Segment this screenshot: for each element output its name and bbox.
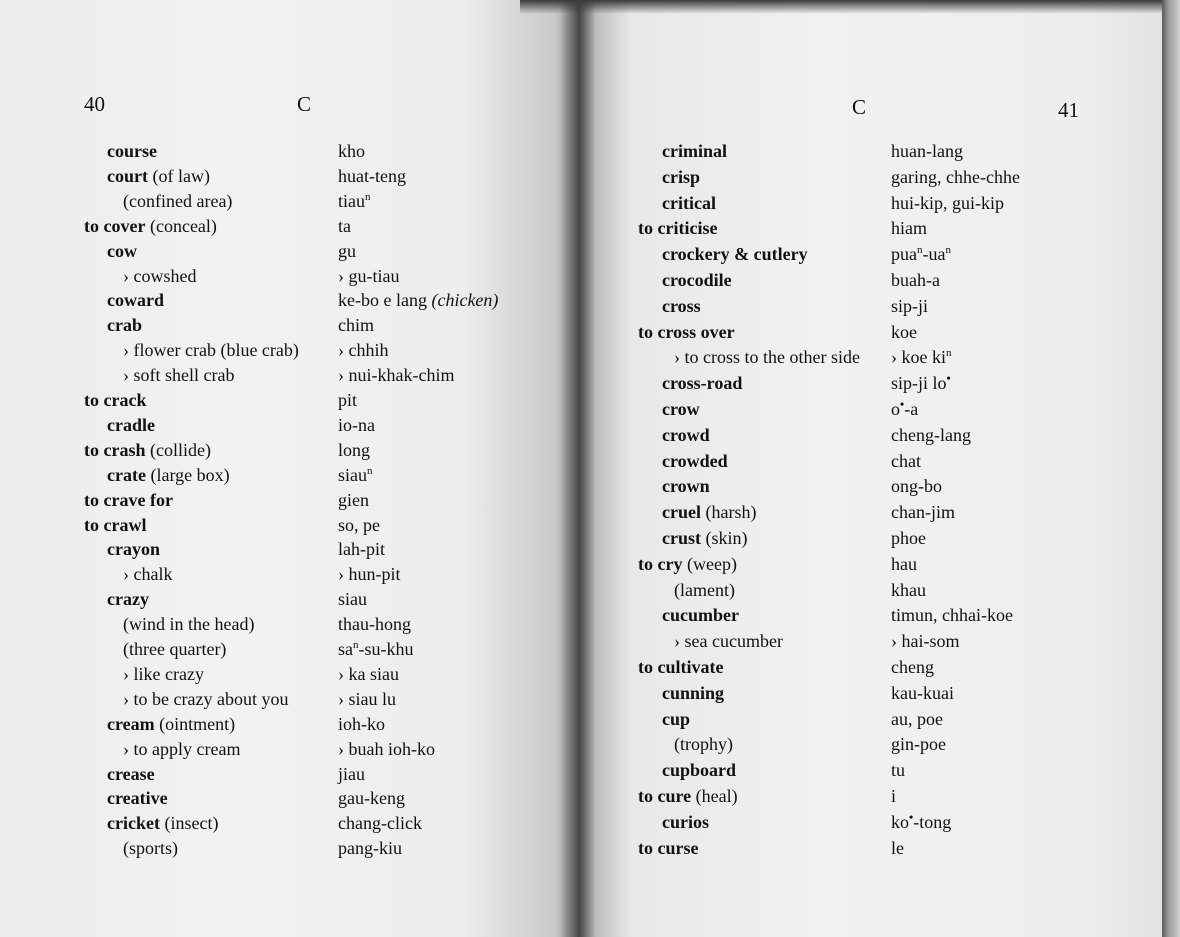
translation-text: › hai-som (891, 631, 960, 652)
translation-text: huan-lang (891, 141, 963, 161)
translation-text: jiau (338, 763, 365, 784)
entry-translation (891, 219, 927, 237)
entry-translation (891, 632, 959, 650)
entry-term (662, 761, 736, 779)
entry-headword: criticise (657, 218, 718, 239)
entry-translation (338, 391, 357, 409)
entry-term (84, 391, 146, 409)
translation-text: -su-khu (358, 639, 414, 659)
entry-translation (338, 316, 374, 334)
entry-gloss: (three quarter) (123, 639, 227, 659)
entry-term (123, 267, 196, 285)
entry-headword: cure (657, 786, 692, 806)
entry-translation (891, 787, 896, 805)
entry-translation (891, 271, 940, 289)
translation-text: hui-kip, gui-kip (891, 192, 1004, 213)
page-edge (1162, 0, 1180, 937)
dot-superscript: • (909, 809, 914, 824)
translation-text: au, poe (891, 708, 943, 729)
entry-term (123, 192, 232, 210)
entry-gloss: (weep) (682, 553, 737, 574)
entry-translation (338, 217, 351, 235)
entry-headword: crockery & cutlery (662, 244, 808, 265)
entry-translation (338, 565, 401, 583)
entry-gloss: (ointment) (154, 713, 236, 734)
entry-gloss: (insect) (159, 813, 219, 834)
translation-text: › gu-tiau (338, 265, 400, 286)
entry-headword: crisp (662, 166, 700, 187)
entry-gloss: (trophy) (674, 734, 733, 755)
entry-term (638, 219, 717, 237)
entry-term (674, 735, 733, 753)
entry-translation (338, 615, 411, 633)
translation-text: kho (338, 141, 365, 161)
entry-term (662, 297, 701, 315)
translation-text: siau (338, 464, 367, 485)
left-page (0, 0, 578, 937)
entry-translation (891, 735, 946, 753)
entry-term (123, 640, 226, 658)
entry-gloss: (large box) (145, 464, 230, 485)
entry-headword: cradle (107, 414, 155, 435)
entry-headword: crate (107, 464, 146, 485)
entry-term (107, 416, 155, 434)
translation-text: phoe (891, 528, 926, 548)
entry-gloss: to be crazy about you (133, 688, 289, 709)
translation-text: hau (891, 553, 917, 574)
entry-translation (338, 789, 405, 807)
entry-term (107, 291, 164, 309)
translation-text: buah-a (891, 270, 940, 290)
entry-headword: cross over (657, 321, 735, 342)
entry-term (662, 245, 808, 263)
entry-headword: crocodile (662, 270, 732, 290)
entry-term (674, 348, 860, 366)
translation-text: siau (338, 589, 367, 610)
translation-text: timun, chhai-koe (891, 605, 1013, 626)
entry-prefix: › (674, 631, 685, 652)
entry-translation (338, 765, 365, 783)
entry-prefix: › (123, 688, 134, 709)
dot-superscript: • (900, 397, 905, 411)
translation-text: io-na (338, 414, 375, 435)
entry-gloss: (confined area) (123, 190, 233, 211)
translation-text: chang-click (338, 813, 422, 834)
entry-gloss: to cross to the other side (684, 347, 860, 368)
entry-prefix: › (674, 347, 685, 368)
entry-translation (338, 516, 380, 534)
entry-gloss: like crazy (133, 663, 204, 684)
entry-translation (338, 341, 388, 359)
translation-text: › hun-pit (338, 564, 401, 585)
entry-gloss: (collide) (145, 439, 211, 460)
entry-term (662, 813, 709, 831)
entry-term (674, 581, 735, 599)
entry-headword: crow (662, 399, 700, 419)
nasal-superscript: n (365, 190, 371, 203)
entry-term (123, 665, 204, 683)
entry-headword: curios (662, 811, 709, 832)
entry-term (662, 400, 700, 418)
entry-headword: cow (107, 240, 137, 261)
entry-headword: crawl (103, 514, 147, 535)
entry-translation (338, 640, 414, 658)
entry-term (123, 690, 288, 708)
translation-text: gu (338, 240, 356, 261)
nasal-superscript: n (945, 244, 951, 257)
entry-prefix: to (84, 489, 104, 510)
entry-term (107, 590, 149, 608)
entry-prefix: to (638, 657, 658, 677)
entry-translation (338, 715, 385, 733)
entry-translation (891, 839, 904, 857)
translation-text: › nui-khak-chim (338, 365, 455, 386)
translation-text: ioh-ko (338, 713, 385, 734)
entry-prefix: to (638, 837, 658, 858)
translation-text: › koe ki (891, 347, 946, 368)
entry-headword: cultivate (657, 657, 724, 677)
entry-term (638, 839, 698, 857)
entry-headword: crash (103, 439, 146, 460)
translation-text: khau (891, 579, 926, 600)
entry-translation (891, 371, 951, 394)
entry-term (662, 142, 727, 160)
entry-translation (891, 606, 1013, 624)
entry-prefix: to (84, 390, 104, 410)
translation-text: garing, chhe-chhe (891, 166, 1020, 187)
entry-term (107, 242, 137, 260)
translation-text: › buah ioh-ko (338, 738, 435, 759)
translation-text: chan-jim (891, 502, 955, 523)
entry-translation (338, 590, 367, 608)
entry-term (84, 217, 217, 235)
top-edge-shadow (520, 0, 1180, 14)
entry-translation (891, 194, 1004, 212)
entry-translation (338, 242, 356, 260)
entry-prefix: › (123, 738, 134, 759)
entry-headword: cucumber (662, 605, 739, 626)
entry-gloss: (harsh) (700, 502, 757, 523)
translation-text: -tong (913, 811, 952, 832)
entry-term (123, 740, 240, 758)
entry-translation (338, 839, 402, 857)
entry-gloss: chalk (133, 564, 173, 585)
nasal-superscript: n (945, 347, 952, 360)
entry-prefix: › (123, 365, 134, 386)
entry-gloss: (conceal) (145, 215, 217, 236)
dot-superscript: • (946, 371, 951, 386)
entry-term (662, 374, 742, 392)
section-letter: C (297, 92, 312, 116)
entry-term (123, 839, 178, 857)
section-letter: C (852, 95, 867, 119)
entry-term (662, 271, 732, 289)
entry-translation (338, 491, 369, 509)
translation-text: cheng-lang (891, 424, 971, 445)
translation-text: pang-kiu (338, 838, 402, 859)
entry-prefix: › (123, 340, 134, 361)
translation-text: -a (904, 399, 919, 419)
entry-translation (338, 267, 399, 285)
entry-translation (891, 503, 955, 521)
entry-translation (891, 426, 971, 444)
entry-translation (338, 466, 373, 484)
entry-translation (891, 529, 926, 547)
entry-prefix: › (123, 564, 134, 585)
entry-translation (338, 167, 406, 185)
entry-gloss: (lament) (674, 579, 735, 600)
entry-headword: cross-road (662, 373, 743, 394)
translation-text: gau-keng (338, 788, 405, 809)
entry-headword: crayon (107, 539, 160, 560)
entry-headword: cream (107, 713, 155, 734)
entry-term (638, 323, 735, 341)
entry-headword: crowd (662, 424, 710, 445)
entry-term (662, 684, 724, 702)
entry-translation (891, 761, 905, 779)
translation-text: tu (891, 760, 906, 781)
entry-term (84, 516, 146, 534)
entry-translation (891, 142, 963, 160)
entry-headword: cup (662, 708, 691, 729)
right-page (578, 0, 1162, 937)
entry-headword: cricket (107, 813, 160, 834)
translation-text: kau-kuai (891, 682, 954, 703)
entry-term (662, 710, 690, 728)
entry-headword: crown (662, 476, 710, 497)
translation-text: › chhih (338, 340, 389, 361)
entry-headword: cunning (662, 682, 725, 703)
entry-headword: cover (103, 215, 146, 236)
nasal-superscript: n (917, 244, 923, 257)
entry-term (107, 814, 218, 832)
entry-headword: criminal (662, 141, 727, 161)
translation-text: huat-teng (338, 165, 406, 186)
entry-term (84, 491, 173, 509)
entry-term (107, 466, 230, 484)
entry-prefix: to (84, 439, 104, 460)
entry-translation (891, 477, 942, 495)
translation-text: ta (338, 215, 351, 236)
entry-translation (891, 555, 917, 573)
entry-headword: curse (657, 837, 699, 858)
translation-text: ko (891, 811, 909, 832)
entry-term (662, 606, 739, 624)
translation-text: tiau (338, 190, 365, 211)
entry-headword: critical (662, 192, 716, 213)
entry-gloss: soft shell crab (133, 365, 235, 386)
entry-term (638, 658, 723, 676)
entry-translation (891, 581, 926, 599)
entry-term (107, 789, 168, 807)
entry-translation (338, 441, 370, 459)
entry-headword: cruel (662, 502, 701, 523)
entry-translation (891, 397, 919, 419)
entry-prefix: › (123, 265, 134, 286)
translation-text: thau-hong (338, 614, 411, 635)
entry-translation (891, 452, 921, 470)
translation-text: ong-bo (891, 476, 942, 497)
entry-term (662, 168, 700, 186)
entry-translation (891, 168, 1020, 186)
translation-text: le (891, 837, 904, 858)
entry-prefix: to (84, 514, 104, 535)
translation-text: i (891, 786, 897, 806)
page-number: 40 (84, 92, 105, 116)
entry-translation (338, 540, 385, 558)
entry-prefix: to (638, 321, 658, 342)
entry-translation (891, 710, 943, 728)
entry-term (662, 194, 716, 212)
entry-term (638, 787, 738, 805)
entry-translation (891, 245, 951, 263)
entry-term (107, 167, 210, 185)
translation-text: chim (338, 315, 374, 336)
entry-headword: court (107, 165, 148, 186)
entry-term (123, 366, 234, 384)
entry-translation (338, 142, 365, 160)
entry-prefix: to (638, 786, 658, 806)
translation-text: sip-ji (891, 295, 929, 316)
entry-term (662, 452, 728, 470)
entry-translation (338, 416, 375, 434)
entry-translation (338, 665, 399, 683)
entry-prefix: to (638, 553, 658, 574)
translation-text: o (891, 399, 900, 419)
translation-text: lah-pit (338, 539, 385, 560)
entry-translation (338, 366, 454, 384)
translation-text: so, pe (338, 514, 380, 535)
entry-translation (338, 814, 422, 832)
translation-text: koe (891, 321, 917, 342)
entry-gloss: (skin) (701, 528, 748, 548)
entry-gloss: (heal) (691, 786, 738, 806)
entry-prefix: to (638, 218, 658, 239)
entry-headword: crab (107, 315, 142, 336)
translation-text: chat (891, 450, 921, 471)
translation-text: ke-bo e lang (338, 290, 432, 311)
entry-translation (338, 690, 396, 708)
translation-text: long (338, 439, 371, 460)
entry-headword: cry (657, 553, 683, 574)
entry-term (107, 540, 160, 558)
translation-text: › ka siau (338, 663, 399, 684)
entry-term (674, 632, 783, 650)
entry-term (662, 477, 710, 495)
entry-term (107, 316, 142, 334)
entry-gloss: flower crab (blue crab) (133, 340, 299, 361)
book-gutter-shadow (560, 0, 596, 937)
entry-term (107, 765, 155, 783)
entry-translation (338, 192, 371, 210)
entry-headword: cross (662, 295, 701, 316)
entry-translation (891, 297, 928, 315)
entry-translation (891, 684, 954, 702)
entry-translation (338, 740, 435, 758)
entry-translation (891, 658, 934, 676)
translation-text: › siau lu (338, 688, 396, 709)
entry-gloss: to apply cream (133, 738, 241, 759)
entry-translation (891, 323, 917, 341)
entry-headword: crust (662, 528, 701, 548)
entry-term (662, 529, 748, 547)
entry-headword: crowded (662, 450, 728, 471)
translation-text: pit (338, 390, 358, 410)
entry-headword: coward (107, 290, 164, 311)
nasal-superscript: n (367, 464, 373, 477)
nasal-superscript: n (353, 639, 359, 651)
entry-term (662, 503, 756, 521)
entry-term (123, 615, 254, 633)
entry-term (123, 341, 299, 359)
entry-term (84, 441, 211, 459)
entry-headword: crazy (107, 589, 149, 610)
entry-prefix: › (123, 663, 134, 684)
entry-headword: crave for (103, 489, 173, 510)
entry-translation (891, 348, 951, 366)
entry-prefix: to (84, 215, 104, 236)
entry-term (107, 715, 235, 733)
entry-headword: crease (107, 763, 155, 784)
entry-term (662, 426, 710, 444)
entry-headword: course (107, 141, 157, 161)
entry-gloss: (wind in the head) (123, 614, 255, 635)
page-number: 41 (1058, 98, 1079, 122)
entry-headword: cupboard (662, 760, 737, 781)
translation-text: cheng (891, 657, 934, 677)
entry-headword: creative (107, 788, 168, 809)
translation-text: sa (338, 639, 353, 659)
entry-term (107, 142, 157, 160)
entry-gloss: (of law) (147, 165, 210, 186)
entry-headword: crack (103, 390, 147, 410)
translation-text: gien (338, 489, 369, 510)
translation-text: hiam (891, 218, 927, 239)
translation-text: sip-ji lo (891, 373, 947, 394)
entry-term (123, 565, 172, 583)
entry-gloss: cowshed (133, 265, 197, 286)
translation-text: pua (891, 244, 917, 265)
translation-text: gin-poe (891, 734, 946, 755)
entry-gloss: (sports) (123, 838, 178, 859)
translation-text: -ua (922, 244, 946, 265)
translation-note: (chicken) (431, 290, 499, 311)
entry-gloss: sea cucumber (684, 631, 783, 652)
entry-translation (338, 291, 498, 309)
entry-term (638, 555, 737, 573)
entry-translation (891, 809, 952, 832)
